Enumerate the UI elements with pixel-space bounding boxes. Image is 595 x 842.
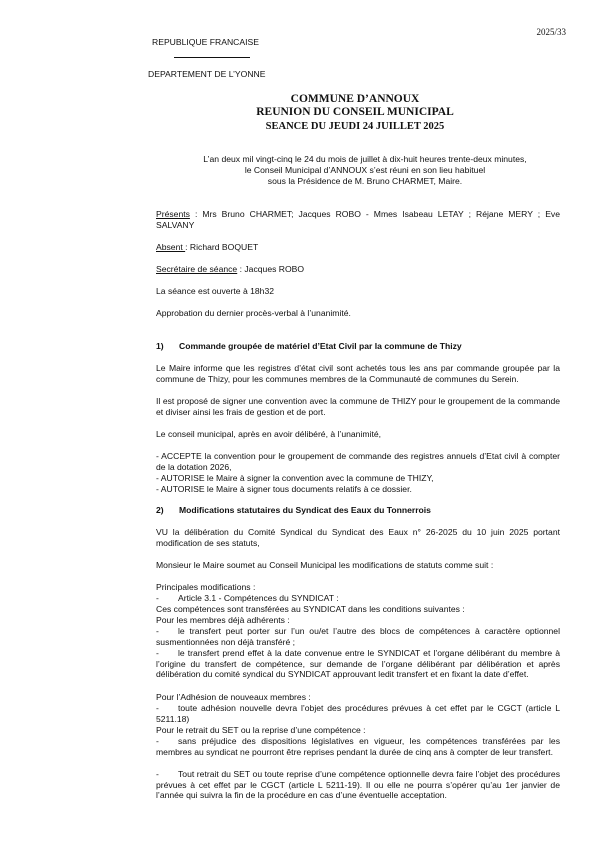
ouverture-text: La séance est ouverte à 18h32 <box>156 286 275 296</box>
section-1-heading <box>156 341 462 352</box>
commune-title: COMMUNE D’ANNOUX <box>290 93 420 105</box>
item-1-dash: - <box>156 626 159 636</box>
intro-line-1: L’an deux mil vingt-cinq le 24 du mois de juillet à dix-huit heures trente-deux minutes, <box>203 154 527 164</box>
absent-paragraph <box>156 242 560 253</box>
section-1-para-2: Il est proposé de signer une convention avec la commune de THIZY pour le groupement de la commande et diviser ainsi les frais de gestion et de port. <box>156 396 560 417</box>
item-3-dash: - <box>156 703 159 713</box>
section-2-title: Modifications statutaires du Syndicat des Eaux du Tonnerrois <box>179 505 431 515</box>
membres-adherents: Pour les membres déjà adhérents : <box>156 615 290 625</box>
article-dash: - <box>156 593 159 603</box>
reunion-title: REUNION DU CONSEIL MUNICIPAL <box>256 106 454 118</box>
republique-label: REPUBLIQUE FRANCAISE <box>152 37 259 47</box>
page-number: 2025/33 <box>536 27 566 37</box>
absent-label: Absent <box>156 242 186 252</box>
item-4-dash: - <box>156 736 159 746</box>
section-2-number: 2) <box>156 505 164 515</box>
section-1-para-1: Le Maire informe que les registres d’état civil sont achetés tous les ans par commande groupée par la commune de Thizy, pour les communes membres de la Communauté de communes du Serein. <box>156 363 560 384</box>
approbation-text: Approbation du dernier procès-verbal à l’unanimité. <box>156 308 351 318</box>
section-1-title: Commande groupée de matériel d’Etat Civil par la commune de Thizy <box>179 341 462 351</box>
intro-line-3: sous la Présidence de M. Bruno CHARMET, Maire. <box>267 176 463 186</box>
departement-label: DEPARTEMENT DE L’YONNE <box>148 69 266 79</box>
maire-soumet: Monsieur le Maire soumet au Conseil Municipal les modifications de statuts comme suit : <box>156 560 494 570</box>
secretaire-paragraph <box>156 264 560 275</box>
adhesion-nouveaux-membres: Pour l’Adhésion de nouveaux membres : <box>156 692 311 702</box>
item-transfert-effet: le transfert prend effet à la date convenue entre le SYNDICAT et l’organe délibérant du membre à l’origine du transfert de compétence, sur demande de l’organe délibérant par délibération et après délibération du comité syndical du SYNDICAT approuvant ledit transfert et en fixant la date d’effet. <box>156 648 560 679</box>
decision-autorise-convention: - AUTORISE le Maire à signer la convention avec la commune de THIZY, <box>156 473 434 483</box>
decision-autorise-documents: - AUTORISE le Maire à signer tous documents relatifs à ce dossier. <box>156 484 412 494</box>
header-divider <box>174 57 250 58</box>
section-1-number: 1) <box>156 341 164 351</box>
item-5-dash: - <box>156 769 159 779</box>
principales-modifications: Principales modifications : <box>156 582 256 592</box>
competences-transferees: Ces compétences sont transférées au SYNDICAT dans les conditions suivantes : <box>156 604 465 614</box>
item-retrait: Tout retrait du SET ou toute reprise d’une compétence optionnelle devra faire l’objet des procédures prévues à cet effet par le CGCT (article L 5211-19). Il ou elle ne pourra s’opérer qu’au 1er janvier de l’année qui suivra la fin de la procédure en cas d’une éventuelle acceptation. <box>156 769 560 800</box>
retrait-reprise: Pour le retrait du SET ou la reprise d’une compétence : <box>156 725 366 735</box>
presents-paragraph <box>156 209 560 230</box>
intro-line-2: le Conseil Municipal d’ANNOUX s’est réuni en son lieu habituel <box>244 165 486 175</box>
decision-accepte: - ACCEPTE la convention pour le groupement de commande des registres annuels d’Etat civil à compter de la dotation 2026, <box>156 451 560 472</box>
section-2-heading <box>156 505 431 516</box>
seance-title: SEANCE DU JEUDI 24 JUILLET 2025 <box>265 121 445 132</box>
section-1-para-3: Le conseil municipal, après en avoir délibéré, à l’unanimité, <box>156 429 381 439</box>
presents-label: Présents <box>156 209 190 219</box>
vu-deliberation: VU la délibération du Comité Syndical du Syndicat des Eaux n° 26-2025 du 10 juin 2025 portant modification de ses statuts, <box>156 527 560 548</box>
item-2-dash: - <box>156 648 159 658</box>
item-prejudice: sans préjudice des dispositions législatives en vigueur, les compétences transférées par les membres au syndicat ne pourront être reprises pendant la durée de cinq ans à compter de leur transfert. <box>156 736 560 757</box>
secretaire-text: : Jacques ROBO <box>237 264 305 274</box>
article-3-1: Article 3.1 - Compétences du SYNDICAT : <box>178 593 339 603</box>
presents-text: : Mrs Bruno CHARMET; Jacques ROBO - Mmes Isabeau LETAY ; Réjane MERY ; Eve SALVANY <box>156 209 560 230</box>
absent-text: : Richard BOQUET <box>185 242 259 252</box>
item-adhesion: toute adhésion nouvelle devra l’objet des procédures prévues à cet effet par le CGCT (article L 5211.18) <box>156 703 560 724</box>
secretaire-label: Secrétaire de séance <box>156 264 238 274</box>
item-transfert-blocs: le transfert peut porter sur l’un ou/et l’autre des blocs de compétences à caractère optionnel susmentionnées non déjà transféré ; <box>156 626 560 647</box>
